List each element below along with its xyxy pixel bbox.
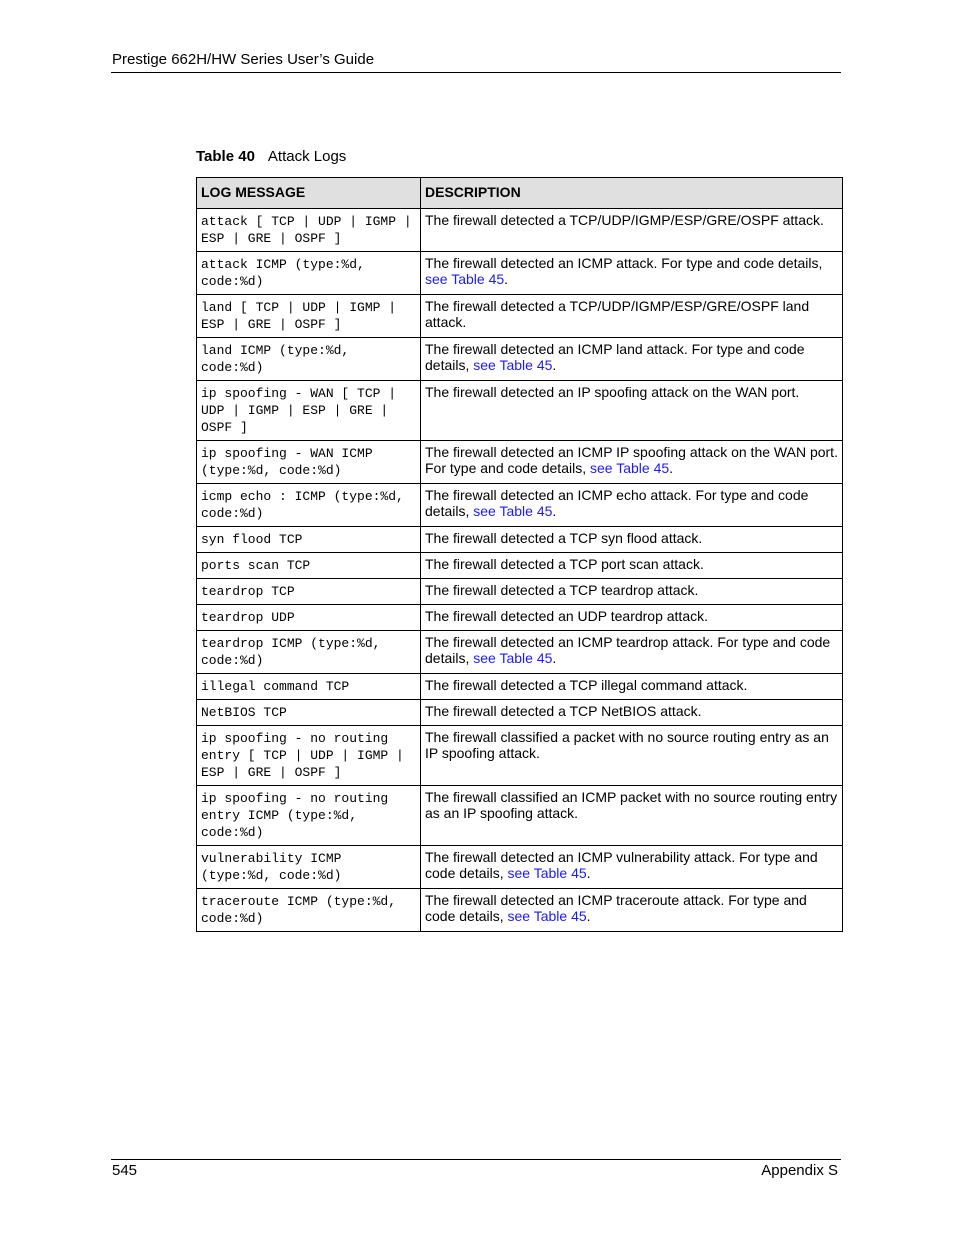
description-tail: . (586, 907, 591, 924)
description-text: The firewall detected a TCP/UDP/IGMP/ESP/GRE/OSPF land attack. (425, 298, 810, 330)
description-text: The firewall detected a TCP syn flood attack. (425, 530, 703, 546)
log-message-cell: ip spoofing - WAN [ TCP | UDP | IGMP | ESP | GRE | OSPF ] (197, 381, 421, 441)
description-text: The firewall detected an ICMP IP spoofing attack on the WAN port. For type and code details, (425, 444, 838, 476)
description-text: The firewall detected an ICMP traceroute attack. For type and code details, (425, 892, 807, 924)
description-cell (421, 441, 843, 484)
log-message-cell: teardrop TCP (197, 579, 421, 605)
log-message-cell: land ICMP (type:%d, code:%d) (197, 338, 421, 381)
description-cell (421, 381, 843, 441)
description-cell (421, 579, 843, 605)
table-row (197, 726, 843, 786)
section-name: Appendix S (761, 1162, 838, 1179)
description-text: The firewall classified an ICMP packet with no source routing entry as an IP spoofing attack. (425, 789, 838, 821)
page-number: 545 (112, 1162, 138, 1179)
description-text: The firewall detected an ICMP land attack. For type and code details, (425, 341, 805, 373)
description-text: The firewall detected a TCP port scan attack. (425, 556, 704, 572)
description-text: The firewall detected an ICMP attack. For type and code details, (425, 255, 823, 271)
see-table-45-link[interactable]: see Table 45 (507, 864, 587, 881)
description-tail: . (504, 270, 509, 287)
description-tail: . (552, 649, 557, 666)
table-body (197, 209, 843, 932)
log-message-cell: vulnerability ICMP (type:%d, code:%d) (197, 846, 421, 889)
table-caption-number: Table 40 (196, 148, 255, 165)
table-row (197, 484, 843, 527)
description-cell (421, 846, 843, 889)
description-text: The firewall classified a packet with no source routing entry as an IP spoofing attack. (425, 729, 829, 761)
table-row (197, 786, 843, 846)
description-tail: . (669, 459, 674, 476)
log-message-cell: ports scan TCP (197, 553, 421, 579)
log-message-cell: NetBIOS TCP (197, 700, 421, 726)
description-cell (421, 338, 843, 381)
table-row (197, 889, 843, 932)
table-row (197, 631, 843, 674)
description-text: The firewall detected an ICMP echo attack. For type and code details, (425, 487, 809, 519)
attack-logs-table (196, 177, 843, 932)
description-cell (421, 252, 843, 295)
table-row (197, 700, 843, 726)
description-text: The firewall detected a TCP illegal command attack. (425, 677, 748, 693)
description-text: The firewall detected an ICMP vulnerability attack. For type and code details, (425, 849, 818, 881)
description-cell (421, 484, 843, 527)
table-header-row (197, 178, 843, 209)
description-cell (421, 889, 843, 932)
table-row (197, 553, 843, 579)
table-row (197, 674, 843, 700)
description-text: The firewall detected an IP spoofing attack on the WAN port. (425, 384, 800, 400)
see-table-45-link[interactable]: see Table 45 (473, 356, 553, 373)
log-message-cell: attack ICMP (type:%d, code:%d) (197, 252, 421, 295)
see-table-45-link[interactable]: see Table 45 (590, 459, 670, 476)
description-cell (421, 726, 843, 786)
table-row (197, 441, 843, 484)
column-header-description: DESCRIPTION (421, 178, 843, 209)
description-tail: . (586, 864, 591, 881)
log-message-cell: ip spoofing - no routing entry ICMP (type:%d, code:%d) (197, 786, 421, 846)
table-row (197, 605, 843, 631)
description-text: The firewall detected a TCP/UDP/IGMP/ESP/GRE/OSPF attack. (425, 212, 824, 228)
table-row (197, 846, 843, 889)
description-tail: . (552, 502, 557, 519)
description-cell (421, 295, 843, 338)
running-header-title: Prestige 662H/HW Series User’s Guide (112, 51, 375, 68)
header-rule (111, 72, 841, 73)
log-message-cell: ip spoofing - no routing entry [ TCP | UDP | IGMP | ESP | GRE | OSPF ] (197, 726, 421, 786)
table-caption (196, 148, 346, 165)
see-table-45-link[interactable]: see Table 45 (507, 907, 587, 924)
description-cell (421, 786, 843, 846)
footer-rule (111, 1159, 841, 1160)
description-cell (421, 631, 843, 674)
table-row (197, 209, 843, 252)
table-row (197, 381, 843, 441)
description-tail: . (552, 356, 557, 373)
description-text: The firewall detected a TCP teardrop attack. (425, 582, 699, 598)
table-row (197, 579, 843, 605)
log-message-cell: attack [ TCP | UDP | IGMP | ESP | GRE | OSPF ] (197, 209, 421, 252)
description-cell (421, 553, 843, 579)
table-row (197, 252, 843, 295)
log-message-cell: icmp echo : ICMP (type:%d, code:%d) (197, 484, 421, 527)
log-message-cell: traceroute ICMP (type:%d, code:%d) (197, 889, 421, 932)
log-message-cell: ip spoofing - WAN ICMP (type:%d, code:%d) (197, 441, 421, 484)
table-caption-title: Attack Logs (267, 148, 347, 165)
description-cell (421, 674, 843, 700)
log-message-cell: syn flood TCP (197, 527, 421, 553)
column-header-log-message: LOG MESSAGE (197, 178, 421, 209)
description-cell (421, 605, 843, 631)
see-table-45-link[interactable]: see Table 45 (425, 270, 505, 287)
description-text: The firewall detected an ICMP teardrop attack. For type and code details, (425, 634, 831, 666)
log-message-cell: teardrop ICMP (type:%d, code:%d) (197, 631, 421, 674)
table-row (197, 338, 843, 381)
see-table-45-link[interactable]: see Table 45 (473, 502, 553, 519)
table-row (197, 527, 843, 553)
description-text: The firewall detected an UDP teardrop attack. (425, 608, 709, 624)
log-message-cell: teardrop UDP (197, 605, 421, 631)
description-cell (421, 700, 843, 726)
table-row (197, 295, 843, 338)
log-message-cell: land [ TCP | UDP | IGMP | ESP | GRE | OSPF ] (197, 295, 421, 338)
see-table-45-link[interactable]: see Table 45 (473, 649, 553, 666)
description-cell (421, 209, 843, 252)
log-message-cell: illegal command TCP (197, 674, 421, 700)
description-text: The firewall detected a TCP NetBIOS attack. (425, 703, 702, 719)
description-cell (421, 527, 843, 553)
